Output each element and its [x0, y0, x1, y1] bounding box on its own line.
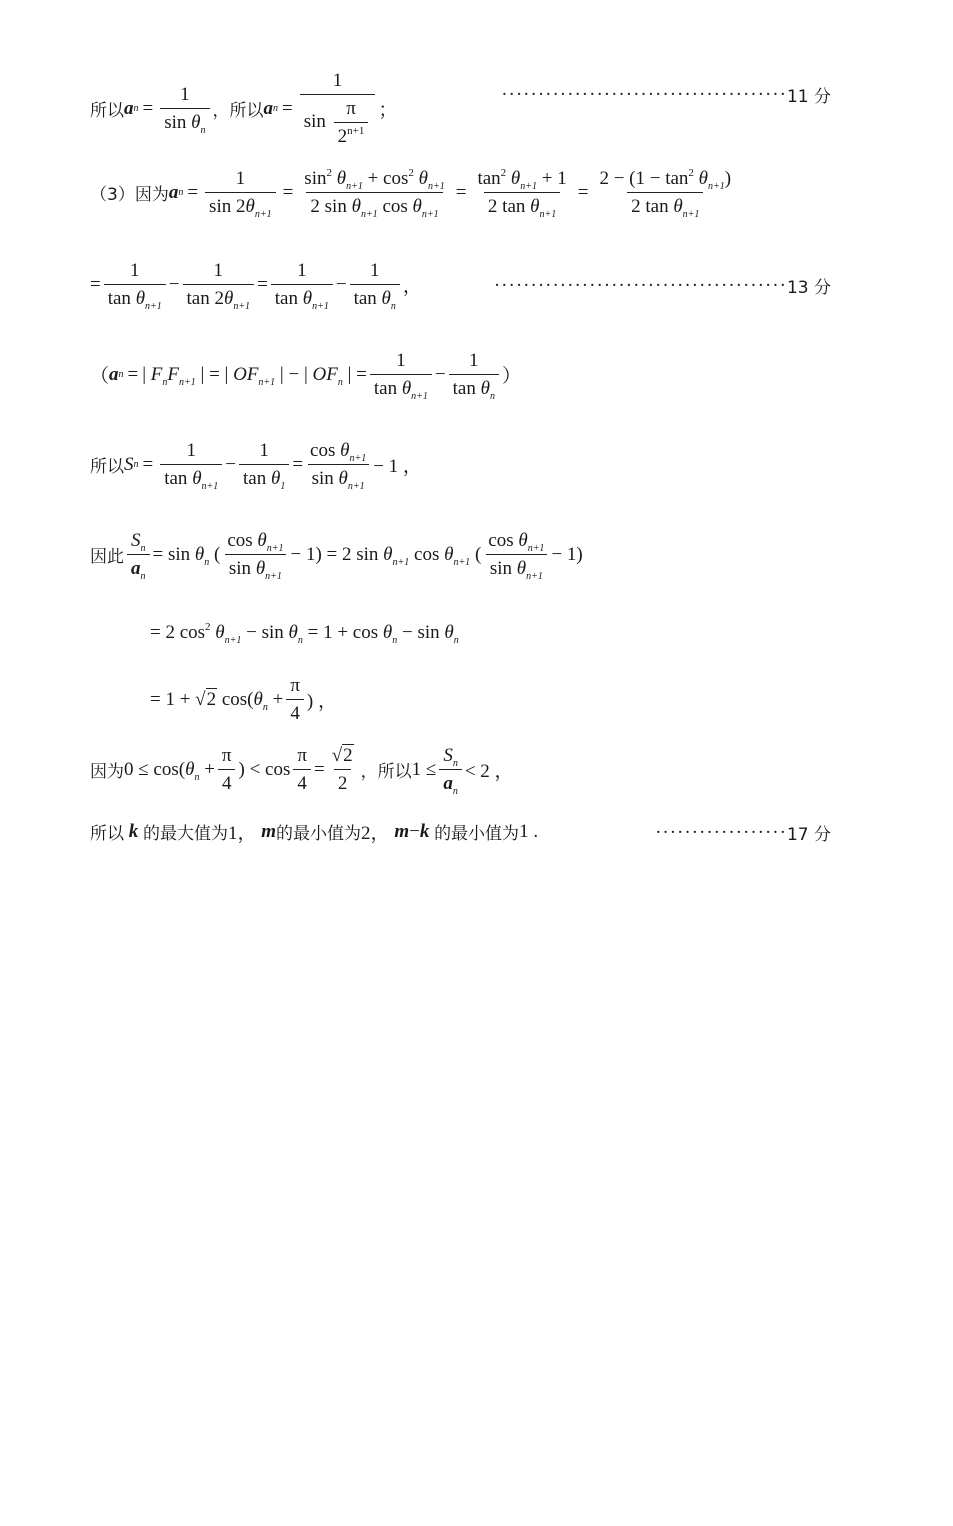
- text-final-m: 的最小值为: [276, 824, 362, 844]
- text-step3: （3）因为: [90, 185, 169, 206]
- text-suoyi-3: 所以: [90, 457, 124, 478]
- line-telescoping: = $\frac{1}{\tan \theta_{n+1}}$ − $\frac{1}{\tan 2\theta_{n+1}}$ = $\frac{1}{\tan \theta_{n+1}}$ − $\frac{1}{\tan \theta_n}$ ，: [90, 260, 422, 312]
- text-yinci: 因此: [90, 547, 124, 568]
- fraction: $\frac{1}{\sin \theta_n}$: [160, 84, 209, 134]
- line-simplify-1: = 2 $\cos^2 \theta_{n+1} - \sin \theta_n = 1 + \cos \theta_n - \sin \theta_n$: [150, 621, 459, 646]
- text-comma-suoyi: ，所以: [360, 762, 412, 783]
- text-yinwei: 因为: [90, 762, 124, 783]
- score-17: ·················· 17 分: [655, 821, 831, 845]
- line-sn: 所以 S n = $\frac{1}{\tan \theta_{n+1}}$ − $\frac{1}{\tan \theta_1}$ = $\frac{\cos \theta_{n+1}}{\sin \theta_{n+1}}$ − 1 ，: [90, 440, 422, 492]
- score-11: ······································· 11 分: [501, 83, 831, 107]
- line-conclusion: 所以 k 的最大值为 1， m 的最小值为 2， m − k 的最小值为 1 .: [90, 820, 539, 844]
- line-geometric-note: （ a n = | $F_nF_{n+1}$ | = | $OF_{n+1}$ | − | $OF_n$ | = $\frac{1}{\tan \theta_{n+1}}$ − $\frac{1}{\tan \theta_n}$ ）: [90, 350, 521, 402]
- text-suoyi-2: ，所以: [212, 101, 264, 122]
- line-simplify-2: = 1 + √2 $\cos(\theta_n$ + $\frac{\pi}{4}$ ) ，: [150, 675, 337, 724]
- line-range: 因为 $0 \le \cos(\theta_n$ + $\frac{\pi}{4}$ ) < cos $\frac{\pi}{4}$ = $\frac{√2}{2}$ ，所以 1 ≤ $\frac{S_n}{a_n}$ < 2 ，: [90, 745, 514, 797]
- text-final-k: 的最大值为: [143, 824, 228, 844]
- fraction: 1 sin $\frac{\pi}{2^{n+1}}$: [300, 70, 376, 148]
- line-step3: （3）因为 a n = $\frac{1}{\sin 2\theta_{n+1}}$ = $\frac{\sin^2 \theta_{n+1} + \cos^2 \theta_{n+1}}{2 \sin \theta_{n+1} \cos \theta_{n+1}}$ = $\frac{\tan^2 \theta_{n+1} + 1}{2 \tan \theta_{n+1}}$ = $\frac{2 - (1 - \tan^2 \theta_{n+1})}{2 \tan \theta_{n+1}}$: [90, 167, 732, 220]
- text-suoyi-4: 所以: [90, 824, 124, 844]
- text-suoyi: 所以: [90, 101, 124, 122]
- score-13: ········································ 13 分: [493, 274, 831, 298]
- line-an-formula: 所以 a n = $\frac{1}{\sin \theta_n}$ ，所以 a n = 1 sin $\frac{\pi}{2^{n+1}}$ ；: [90, 70, 398, 147]
- text-final-mk: 的最小值为: [434, 824, 520, 844]
- line-ratio: 因此 $\frac{S_n}{a_n}$ = $\sin \theta_n$ ( $\frac{\cos \theta_{n+1}}{\sin \theta_{n+1}}$ − 1) = 2 $\sin \theta_{n+1}$ $\cos \theta_{n+1}$ ( $\frac{\cos \theta_{n+1}}{\sin \theta_{n+1}}$ − 1): [90, 530, 583, 582]
